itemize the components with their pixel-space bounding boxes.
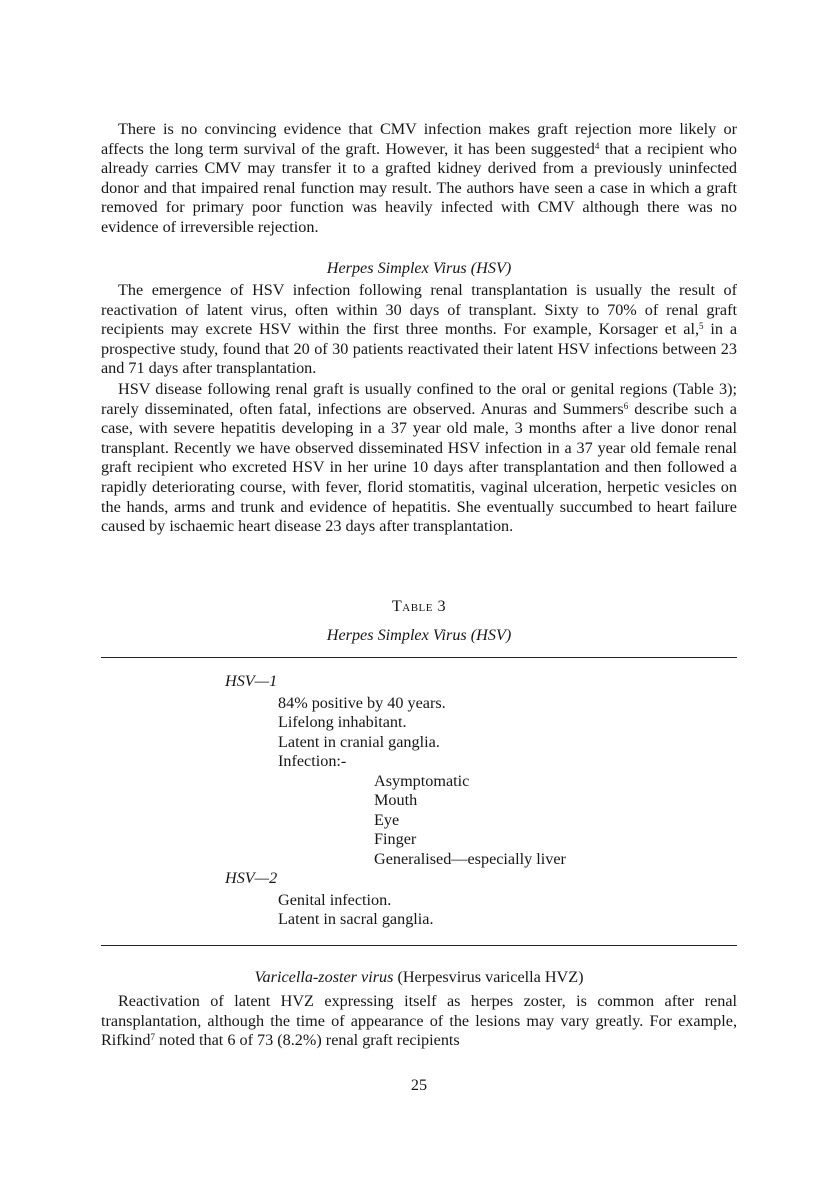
- reference-superscript: 6: [623, 400, 629, 411]
- table-hsv1-line: Infection:-: [278, 752, 347, 770]
- table-top-rule: [101, 657, 737, 658]
- table-infection-site: Mouth: [374, 791, 418, 809]
- table-label: Table 3: [391, 597, 447, 615]
- table-infection-site: Asymptomatic: [374, 772, 470, 790]
- table-hsv1-line: Latent in cranial ganglia.: [278, 733, 440, 751]
- reference-superscript: 5: [699, 321, 704, 332]
- table-title: Herpes Simplex Virus (HSV): [326, 626, 512, 644]
- table-infection-site: Eye: [374, 811, 400, 829]
- table-hsv2-label: HSV—2: [225, 869, 278, 887]
- section-heading-hsv: Herpes Simplex Virus (HSV): [326, 259, 512, 277]
- table-infection-site: Finger: [374, 830, 417, 848]
- table-hsv1-line: 84% positive by 40 years.: [278, 694, 446, 712]
- table-infection-site: Generalised—especially liver: [374, 850, 566, 868]
- section-heading-vzv: Varicella-zoster virus (Herpesvirus varicella HVZ): [254, 968, 584, 986]
- table-hsv2-line: Genital infection.: [278, 891, 392, 909]
- table-bottom-rule: [101, 945, 737, 946]
- paragraph-vzv-reactivation: Reactivation of latent HVZ expressing itself as herpes zoster, is common after renal transplantation, although the time of appearance of the lesions may vary greatly. For example, Rifkind$^7$ noted that 6 of 73 (8.2%) renal graft recipients: [101, 992, 737, 1050]
- reference-superscript: 4: [594, 140, 600, 151]
- table-hsv1-label: HSV—1: [225, 672, 278, 690]
- paragraph-hsv-disease: HSV disease following renal graft is usually confined to the oral or genital regions (Table 3); rarely disseminated, often fatal, infections are observed. Anuras and Summers$^6$ describe such a case, with severe hepatitis developing in a 37 year old male, 3 months after a live donor renal transplant. Recently we have observed disseminated HSV infection in a 37 year old female renal graft recipient who excreted HSV in her urine 10 days after transplantation and then followed a rapidly deteriorating course, with fever, florid stomatitis, vaginal ulceration, herpetic vesicles on the hands, arms and trunk and evidence of hepatitis. She eventually succumbed to heart failure caused by ischaemic heart disease 23 days after transplantation.: [101, 380, 737, 536]
- page-number: 25: [410, 1076, 428, 1094]
- reference-superscript: 7: [150, 1032, 155, 1043]
- paragraph-hsv-emergence: The emergence of HSV infection following renal transplantation is usually the result of reactivation of latent virus, often within 30 days of transplant. Sixty to 70% of renal graft recipients may excrete HSV within the first three months. For example, Korsager et al,$^5$ in a prospective study, found that 20 of 30 patients reactivated their latent HSV infections between 23 and 71 days after transplantation.: [101, 281, 738, 378]
- table-hsv1-line: Lifelong inhabitant.: [278, 713, 407, 731]
- table-hsv2-line: Latent in sacral ganglia.: [278, 910, 434, 928]
- paragraph-cmv-graft: There is no convincing evidence that CMV infection makes graft rejection more likely or affects the long term survival of the graft. However, it has been suggested$^4$ that a recipient who already carries CMV may transfer it to a grafted kidney derived from a previously uninfected donor and that impaired renal function may result. The authors have seen a case in which a graft removed for primary poor function was heavily infected with CMV although there was no evidence of irreversible rejection.: [101, 120, 737, 236]
